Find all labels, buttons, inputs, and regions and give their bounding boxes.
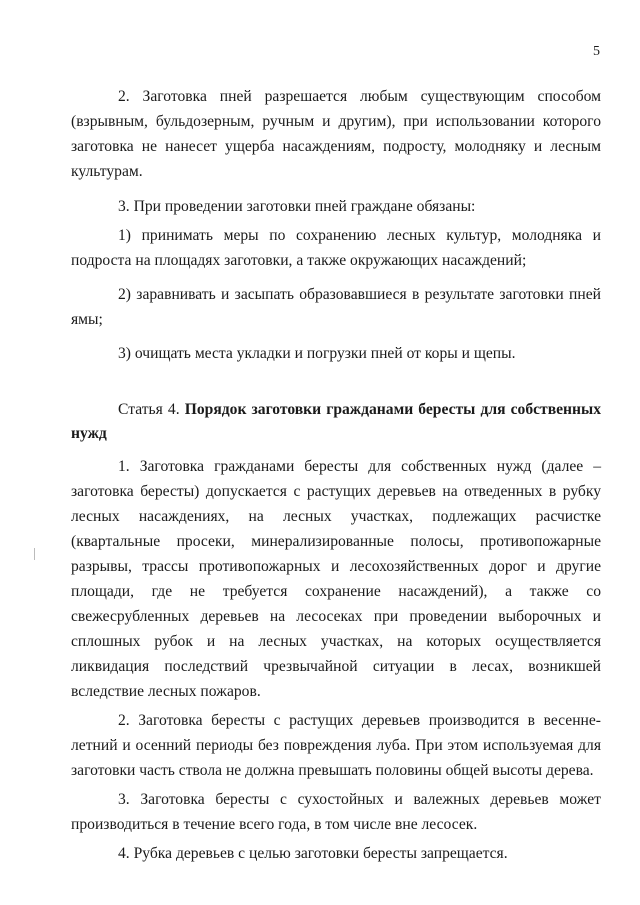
document-body: [71, 84, 601, 866]
paragraph-stump-methods: 2. Заготовка пней разрешается любым существующим способом (взрывным, бульдозерным, ручным и другим), при использовании которого заготовка не нанесет ущерба насаждениям, подросту, молодняку и лесным культурам.: [71, 88, 601, 180]
article-4-paragraph-4: 4. Рубка деревьев с целью заготовки бересты запрещается.: [118, 845, 508, 862]
article-4-title: Порядок заготовки гражданами бересты для собственных нужд: [71, 401, 601, 442]
page-number: 5: [593, 44, 600, 59]
article-4-paragraph-3: 3. Заготовка бересты с сухостойных и валежных деревьев может производиться в течение всего года, в том числе вне лесосек.: [71, 791, 601, 833]
obligation-item-1: 1) принимать меры по сохранению лесных культур, молодняка и подроста на площадях заготовки, а также окружающих насаждений;: [71, 227, 601, 269]
article-4-label: Статья 4.: [118, 401, 180, 418]
margin-mark: [34, 548, 35, 560]
obligation-item-2: 2) заравнивать и засыпать образовавшиеся в результате заготовки пней ямы;: [71, 286, 601, 328]
obligation-item-3: 3) очищать места укладки и погрузки пней от коры и щепы.: [118, 345, 516, 362]
article-4-heading: [71, 398, 601, 446]
paragraph-citizen-obligations: 3. При проведении заготовки пней граждане обязаны:: [118, 198, 476, 215]
article-4-paragraph-1: 1. Заготовка гражданами бересты для собственных нужд (далее – заготовка бересты) допускается с растущих деревьев на отведенных в рубку лесных насаждениях, на лесных участках, подлежащих расчистке (квартальные просеки, минерализированные полосы, противопожарные разрывы, трассы противопожарных и лесохозяйственных дорог и другие площади, где не требуется сохранение насаждений), а также со свежесрубленных деревьев на лесосеках при проведении выборочных и сплошных рубок и на лесных участках, на которых осуществляется ликвидация последствий чрезвычайной ситуации в лесах, возникшей вследствие лесных пожаров.: [71, 458, 601, 700]
article-4-paragraph-2: 2. Заготовка бересты с растущих деревьев производится в весенне-летний и осенний периоды без повреждения луба. При этом используемая для заготовки часть ствола не должна превышать половины общей высоты дерева.: [71, 712, 601, 779]
